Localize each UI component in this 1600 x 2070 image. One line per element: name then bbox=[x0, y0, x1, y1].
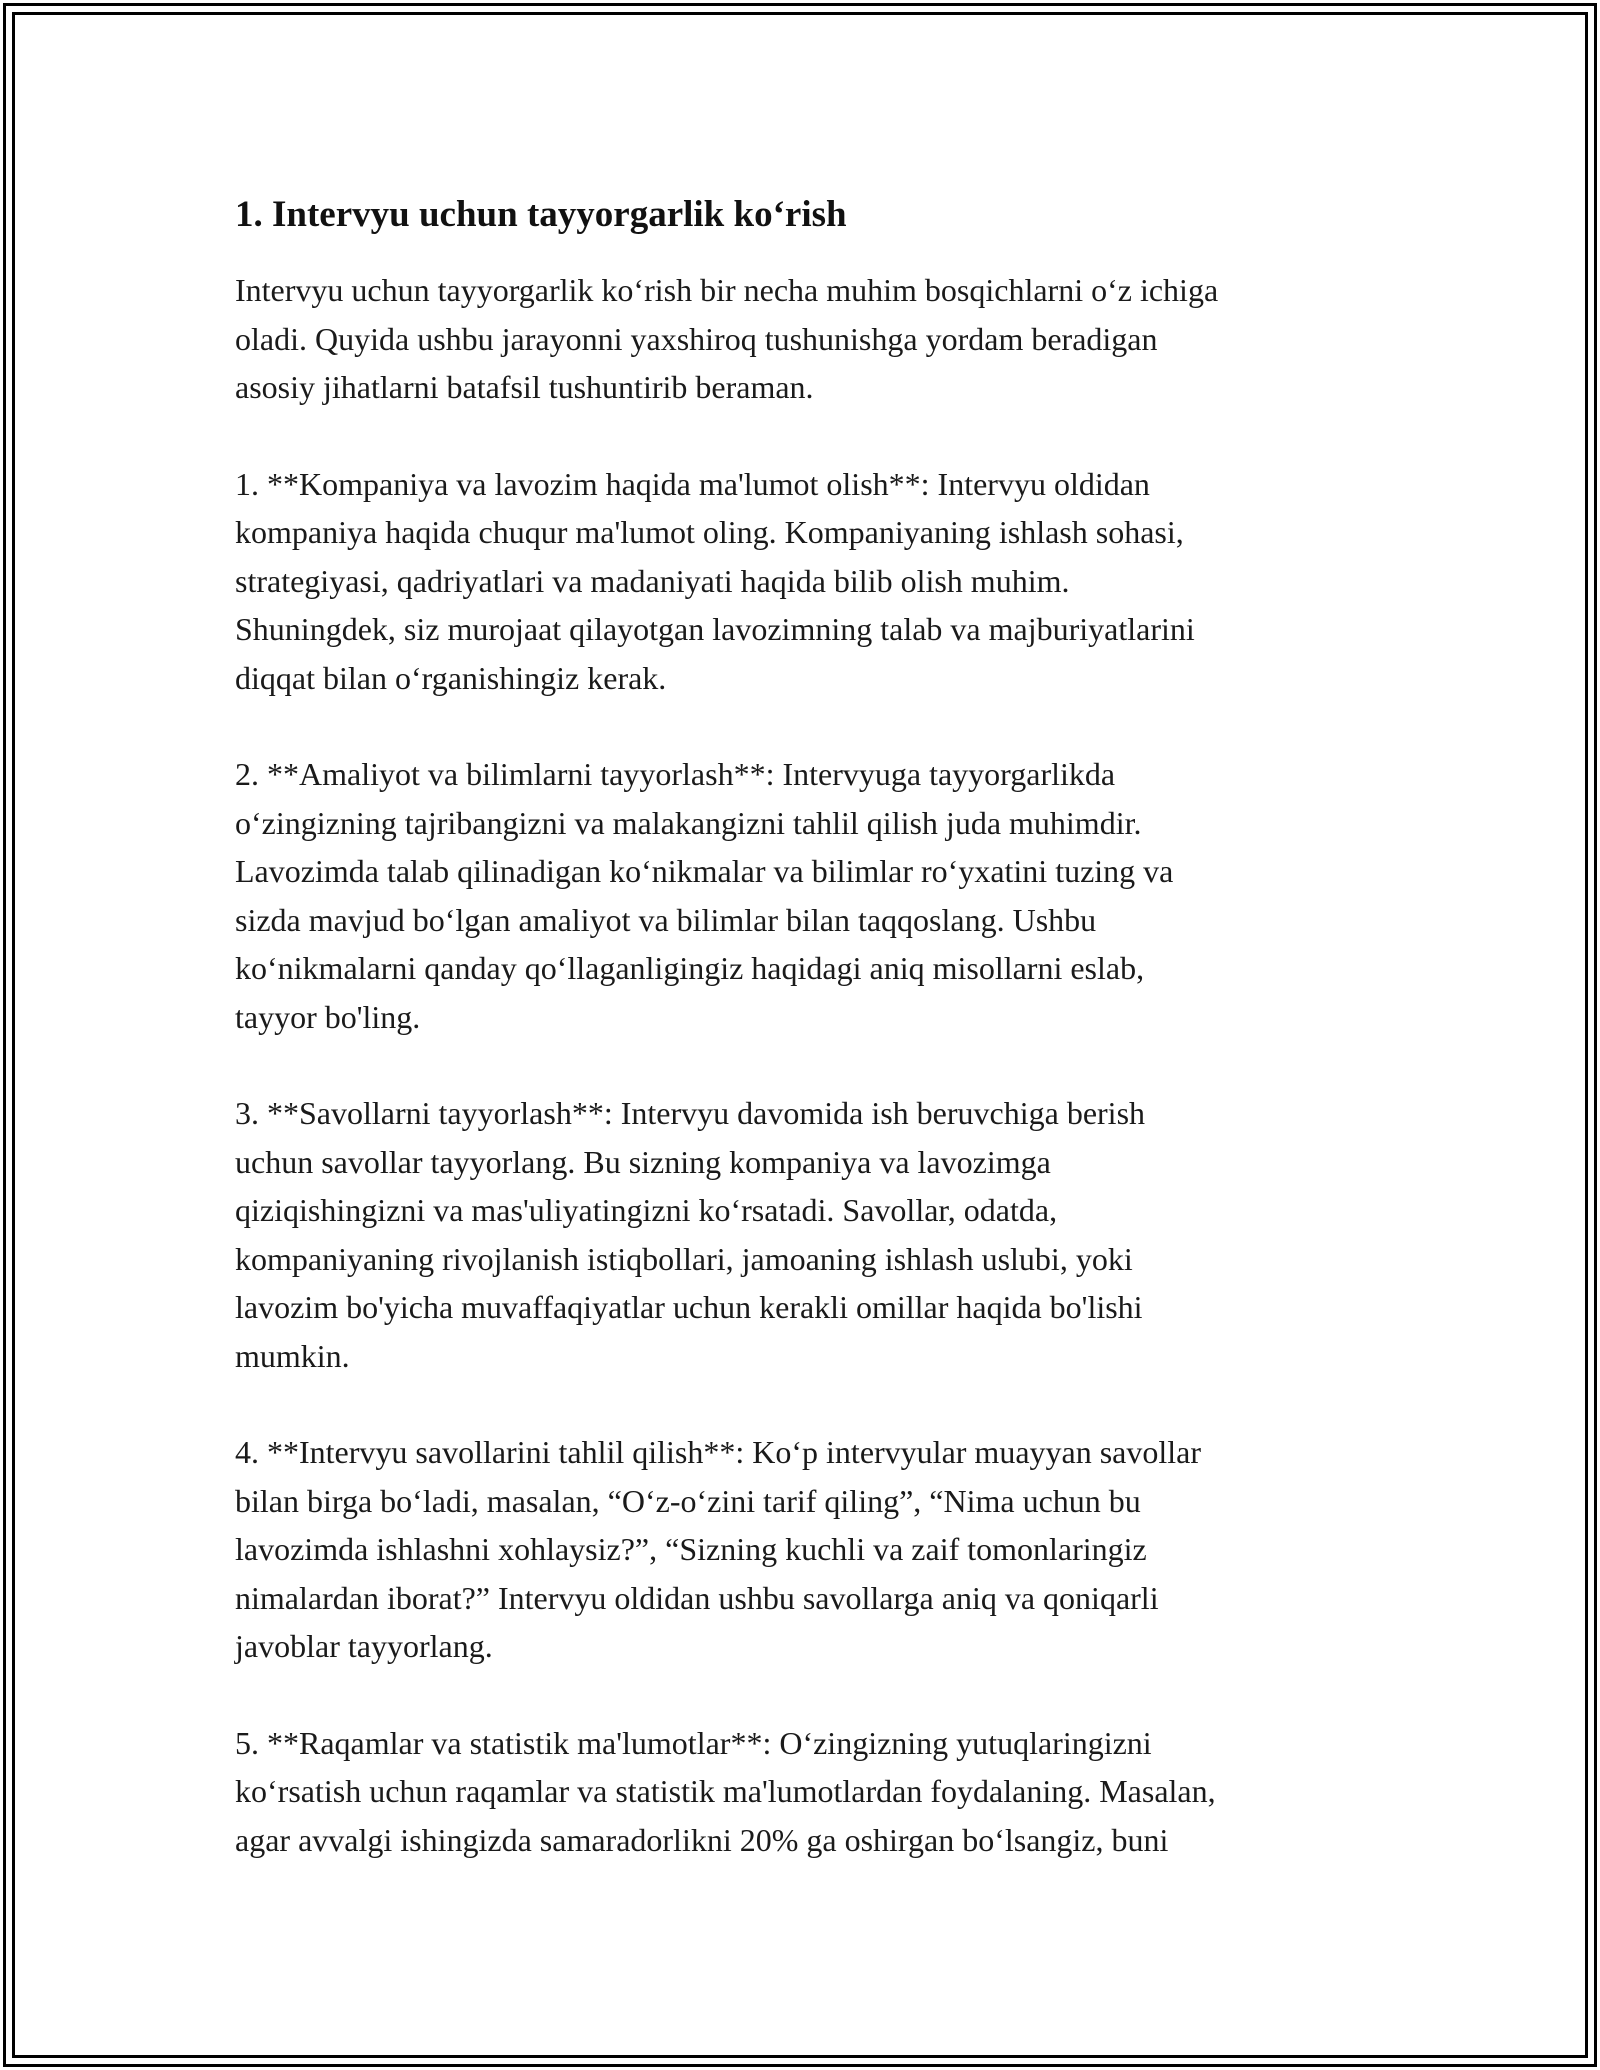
text-line: 3. **Savollarni tayyorlash**: Intervyu davomida ish beruvchiga berish bbox=[235, 1095, 1146, 1131]
list-item-3 bbox=[235, 1089, 1385, 1380]
intro-paragraph bbox=[235, 266, 1385, 412]
text-line: nimalardan iborat?” Intervyu oldidan ushbu savollarga aniq va qoniqarli bbox=[235, 1579, 1159, 1616]
text-line: sizda mavjud bo‘lgan amaliyot va bilimlar bilan taqqoslang. Ushbu bbox=[235, 901, 1097, 938]
text-line: kompaniya haqida chuqur ma'lumot oling. Kompaniyaning ishlash sohasi, bbox=[235, 514, 1184, 550]
text-line: 2. **Amaliyot va bilimlarni tayyorlash**: Intervyuga tayyorgarlikda bbox=[235, 756, 1116, 792]
list-item-4 bbox=[235, 1428, 1385, 1671]
text-line: 5. **Raqamlar va statistik ma'lumotlar**: O‘zingizning yutuqlaringizni bbox=[235, 1724, 1152, 1761]
text-line: javoblar tayyorlang. bbox=[235, 1628, 493, 1664]
text-line: qiziqishingizni va mas'uliyatingizni ko‘rsatadi. Savollar, odatda, bbox=[235, 1192, 1058, 1228]
text-line: lavozimda ishlashni xohlaysiz?”, “Sizning kuchli va zaif tomonlaringiz bbox=[235, 1531, 1147, 1567]
text-line: agar avvalgi ishingizda samaradorlikni 20% ga oshirgan bo‘lsangiz, buni bbox=[235, 1821, 1169, 1858]
text-line: strategiyasi, qadriyatlari va madaniyati haqida bilib olish muhim. bbox=[235, 562, 1070, 599]
text-line: tayyor bo'ling. bbox=[235, 998, 421, 1035]
text-line: Shuningdek, siz murojaat qilayotgan lavozimning talab va majburiyatlarini bbox=[235, 611, 1195, 647]
list-item-1 bbox=[235, 460, 1385, 703]
text-line: oladi. Quyida ushbu jarayonni yaxshiroq tushunishga yordam beradigan bbox=[235, 320, 1158, 357]
text-line: mumkin. bbox=[235, 1337, 350, 1374]
document-title: 1. Intervyu uchun tayyorgarlik ko‘rish bbox=[235, 194, 847, 235]
text-line: 1. **Kompaniya va lavozim haqida ma'lumot olish**: Intervyu oldidan bbox=[235, 465, 1150, 502]
text-line: diqqat bilan o‘rganishingiz kerak. bbox=[235, 659, 667, 696]
list-item-2 bbox=[235, 750, 1385, 1041]
text-line: 4. **Intervyu savollarini tahlil qilish**: Ko‘p intervyular muayyan savollar bbox=[235, 1434, 1202, 1470]
list-item-5 bbox=[235, 1719, 1385, 1865]
text-line: ko‘rsatish uchun raqamlar va statistik ma'lumotlardan foydalaning. Masalan, bbox=[235, 1773, 1216, 1809]
text-line: uchun savollar tayyorlang. Bu sizning kompaniya va lavozimga bbox=[235, 1143, 1051, 1180]
text-line: Lavozimda talab qilinadigan ko‘nikmalar va bilimlar ro‘yxatini tuzing va bbox=[235, 853, 1174, 889]
text-line: ko‘nikmalarni qanday qo‘llaganligingiz haqidagi aniq misollarni eslab, bbox=[235, 950, 1145, 986]
document-body bbox=[235, 186, 1385, 1912]
text-line: Intervyu uchun tayyorgarlik ko‘rish bir necha muhim bosqichlarni o‘z ichiga bbox=[235, 272, 1219, 308]
text-line: lavozim bo'yicha muvaffaqiyatlar uchun kerakli omillar haqida bo'lishi bbox=[235, 1289, 1143, 1325]
text-line: o‘zingizning tajribangizni va malakangizni tahlil qilish juda muhimdir. bbox=[235, 804, 1142, 841]
text-line: asosiy jihatlarni batafsil tushuntirib beraman. bbox=[235, 369, 814, 405]
text-line: kompaniyaning rivojlanish istiqbollari, jamoaning ishlash uslubi, yoki bbox=[235, 1240, 1133, 1277]
text-line: bilan birga bo‘ladi, masalan, “O‘z-o‘zini tarif qiling”, “Nima uchun bu bbox=[235, 1482, 1141, 1519]
